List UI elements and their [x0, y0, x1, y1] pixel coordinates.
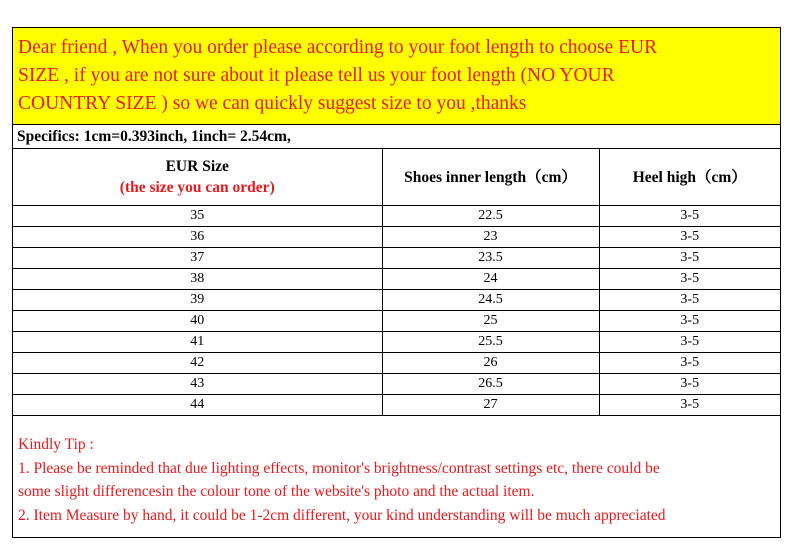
table-row: [13, 395, 780, 416]
order-notice: [13, 28, 780, 125]
unit-conversion-note: Specifics: 1cm=0.393inch, 1inch= 2.54cm,: [13, 125, 780, 149]
cell-inner-length: 27: [382, 395, 599, 416]
cell-heel-height: 3-5: [599, 206, 780, 227]
cell-eur-size: 39: [13, 290, 382, 311]
cell-eur-size: 43: [13, 374, 382, 395]
tip-line-2: some slight differencesin the colour tone of the website's photo and the actual item.: [18, 483, 535, 500]
tip-title: Kindly Tip :: [18, 436, 94, 453]
cell-eur-size: 36: [13, 227, 382, 248]
tip-line-1: 1. Please be reminded that due lighting effects, monitor's brightness/contrast settings etc, there could be: [18, 459, 660, 477]
notice-line-1: Dear friend , When you order please according to your foot length to choose EUR: [18, 37, 658, 58]
cell-eur-size: 35: [13, 206, 382, 227]
cell-inner-length: 22.5: [382, 206, 599, 227]
cell-heel-height: 3-5: [599, 353, 780, 374]
table-row: [13, 269, 780, 290]
kindly-tip: [13, 425, 780, 537]
cell-eur-size: 42: [13, 353, 382, 374]
cell-heel-height: 3-5: [599, 227, 780, 248]
cell-eur-size: 40: [13, 311, 382, 332]
table-row: [13, 353, 780, 374]
cell-inner-length: 25: [382, 311, 599, 332]
notice-line-2: SIZE , if you are not sure about it please tell us your foot length (NO YOUR: [18, 65, 615, 86]
cell-inner-length: 25.5: [382, 332, 599, 353]
cell-inner-length: 23.5: [382, 248, 599, 269]
table-row: [13, 206, 780, 227]
table-row: [13, 332, 780, 353]
table-row: [13, 290, 780, 311]
cell-inner-length: 26: [382, 353, 599, 374]
header-inner-length: Shoes inner length（cm）: [382, 149, 599, 206]
header-eur-size-sub: (the size you can order): [119, 179, 275, 196]
table-row: [13, 248, 780, 269]
header-heel-height: Heel high（cm）: [599, 149, 780, 206]
size-table-header: [13, 149, 780, 206]
cell-inner-length: 24: [382, 269, 599, 290]
header-eur-size-label: EUR Size: [165, 158, 229, 175]
table-row: [13, 374, 780, 395]
size-table: [13, 149, 780, 416]
cell-eur-size: 38: [13, 269, 382, 290]
cell-eur-size: 41: [13, 332, 382, 353]
size-chart-frame: [12, 27, 781, 538]
notice-line-3: COUNTRY SIZE ) so we can quickly suggest size to you ,thanks: [18, 93, 527, 114]
table-row: [13, 227, 780, 248]
header-eur-size: [13, 149, 382, 206]
cell-heel-height: 3-5: [599, 269, 780, 290]
cell-inner-length: 24.5: [382, 290, 599, 311]
cell-inner-length: 26.5: [382, 374, 599, 395]
cell-heel-height: 3-5: [599, 311, 780, 332]
cell-heel-height: 3-5: [599, 374, 780, 395]
tip-line-3: 2. Item Measure by hand, it could be 1-2cm different, your kind understanding will be much appreciated: [18, 506, 666, 524]
table-row: [13, 311, 780, 332]
cell-heel-height: 3-5: [599, 332, 780, 353]
cell-eur-size: 37: [13, 248, 382, 269]
cell-heel-height: 3-5: [599, 290, 780, 311]
cell-heel-height: 3-5: [599, 395, 780, 416]
cell-heel-height: 3-5: [599, 248, 780, 269]
cell-inner-length: 23: [382, 227, 599, 248]
cell-eur-size: 44: [13, 395, 382, 416]
